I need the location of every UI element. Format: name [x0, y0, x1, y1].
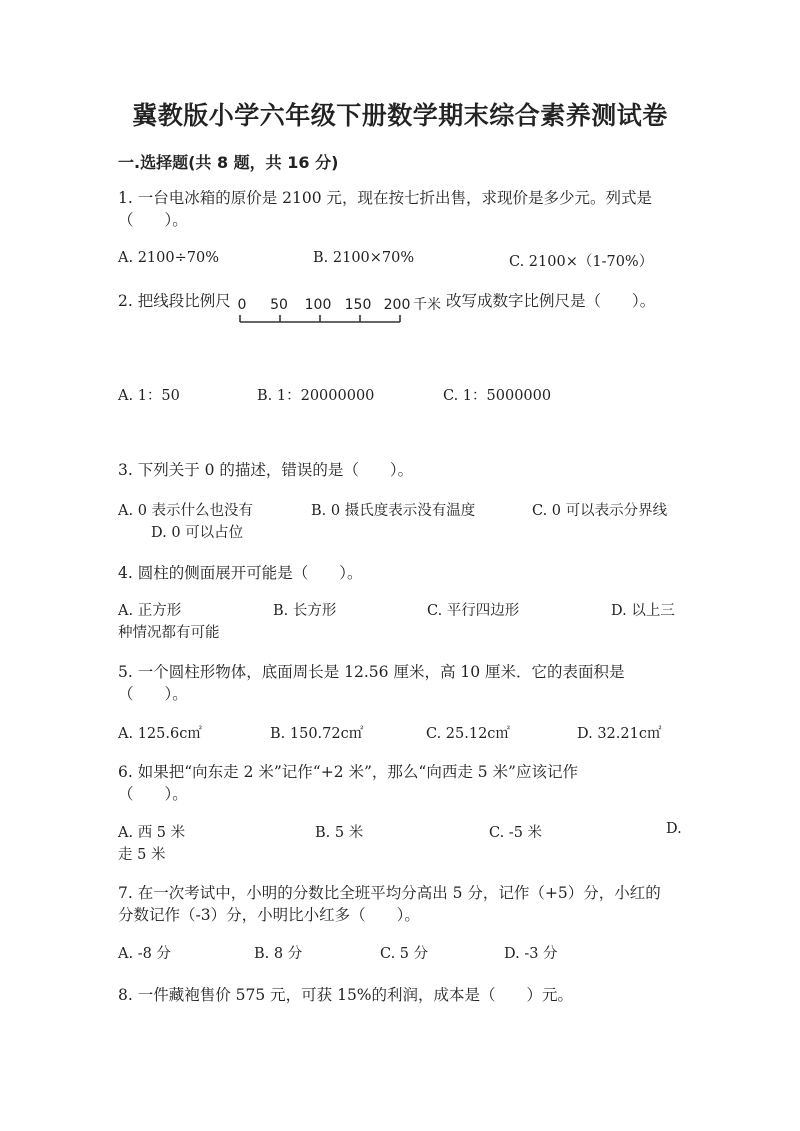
question-7-option-c: C. 5 分 [380, 946, 429, 962]
question-2-option-c: C. 1：5000000 [443, 388, 552, 404]
question-7-option-b: B. 8 分 [254, 946, 303, 962]
question-5-option-d: D. 32.21c㎡ [577, 726, 662, 742]
question-2-option-a: A. 1：50 [118, 388, 180, 404]
scale-tick-label-0: 0 [237, 297, 247, 313]
question-6-line-2: （ ）。 [118, 785, 188, 803]
scale-unit-label: 千米 [413, 297, 441, 313]
scale-tick-label-50: 50 [270, 297, 288, 313]
question-6-option-c: C. -5 米 [489, 825, 543, 841]
question-2-line-2: 改写成数字比例尺是（ ）。 [446, 292, 656, 310]
section-heading: 一.选择题(共 8 题，共 16 分) [118, 153, 339, 172]
page-title: 冀教版小学六年级下册数学期末综合素养测试卷 [132, 101, 668, 130]
question-3-option-a: A. 0 表示什么也没有 [118, 503, 254, 519]
question-1-option-c: C. 2100×（1-70%） [509, 254, 654, 270]
question-3-option-d: D. 0 可以占位 [151, 525, 244, 541]
question-7-option-a: A. -8 分 [118, 946, 171, 962]
question-6-line-1: 6. 如果把“向东走 2 米”记作“+2 米”，那么“向西走 5 米”应该记作 [118, 763, 578, 781]
question-4-option-a: A. 正方形 [118, 603, 182, 619]
question-6-option-b: B. 5 米 [315, 825, 364, 841]
question-4-option-d-continued: 种情况都有可能 [118, 625, 220, 641]
question-4-option-c: C. 平行四边形 [427, 603, 520, 619]
question-7-line-1: 7. 在一次考试中，小明的分数比全班平均分高出 5 分，记作（+5）分，小红的 [118, 884, 661, 902]
question-4-option-d: D. 以上三 [611, 603, 675, 619]
question-1-option-a: A. 2100÷70% [118, 250, 219, 266]
line-segment-scale-figure [234, 293, 449, 329]
scale-tick-label-150: 150 [344, 297, 372, 313]
question-5-line-2: （ ）。 [118, 685, 188, 703]
question-3-option-c: C. 0 可以表示分界线 [532, 503, 668, 519]
question-5-option-b: B. 150.72c㎡ [270, 726, 364, 742]
question-5-option-c: C. 25.12c㎡ [426, 726, 510, 742]
question-3-line-1: 3. 下列关于 0 的描述，错误的是（ ）。 [118, 461, 414, 479]
scale-tick-label-200: 200 [383, 297, 411, 313]
question-4-option-b: B. 长方形 [273, 603, 337, 619]
question-1-option-b: B. 2100×70% [313, 250, 415, 266]
question-1-line-2: （ ）。 [118, 211, 188, 229]
question-3-option-b: B. 0 摄氏度表示没有温度 [311, 503, 476, 519]
question-5-option-a: A. 125.6c㎡ [118, 726, 202, 742]
question-7-option-d: D. -3 分 [504, 946, 558, 962]
question-1-line-1: 1. 一台电冰箱的原价是 2100 元，现在按七折出售，求现价是多少元。列式是 [118, 189, 653, 207]
question-6-option-d-continued: 走 5 米 [118, 847, 166, 863]
question-2-option-b: B. 1：20000000 [257, 388, 375, 404]
question-8-line-1: 8. 一件藏袍售价 575 元，可获 15%的利润，成本是（ ）元。 [118, 986, 574, 1004]
question-2-line-1: 2. 把线段比例尺 [118, 292, 231, 310]
question-5-line-1: 5. 一个圆柱形物体，底面周长是 12.56 厘米，高 10 厘米．它的表面积是 [118, 663, 625, 681]
question-4-line-1: 4. 圆柱的侧面展开可能是（ ）。 [118, 564, 363, 582]
question-6-option-d: D. [666, 821, 682, 837]
question-6-option-a: A. 西 5 米 [118, 825, 186, 841]
scale-tick-label-100: 100 [304, 297, 332, 313]
question-7-line-2: 分数记作（-3）分，小明比小红多（ ）。 [118, 906, 420, 924]
